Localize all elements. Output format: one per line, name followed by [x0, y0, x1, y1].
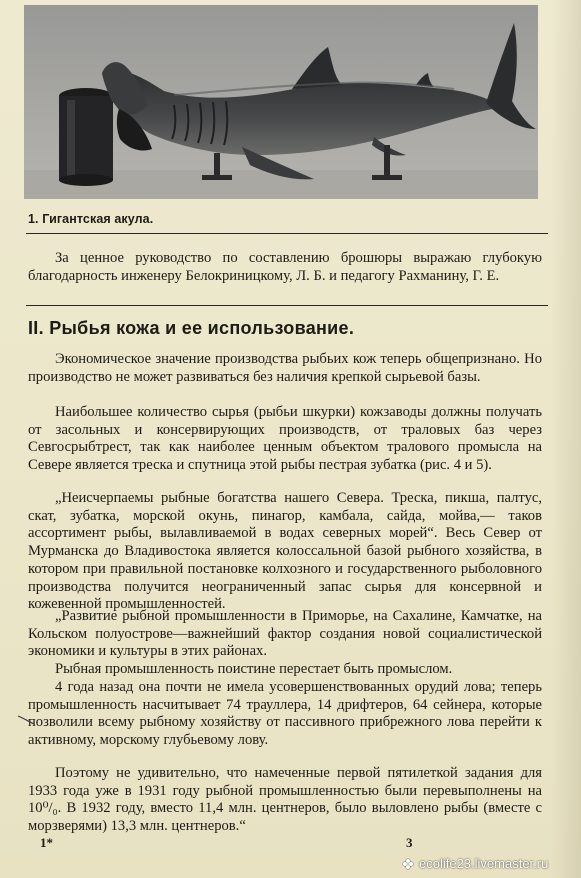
- paragraph-4: „Развитие рыбной промышленности в Приморье, на Сахалине, Камчатке, на Кольском полуострове—важнейший фактор создания новой социалистической экономики и культуры в этих районах.: [28, 608, 542, 660]
- paragraph-1: Экономическое значение производства рыбьих кож теперь общепризнано. Но производство не может развиваться без наличия крепкой сырьевой базы.: [28, 351, 542, 385]
- section-rule: [26, 305, 548, 306]
- paragraph-6: 4 года назад она почти не имела усовершенствованных орудий лова; теперь промышленность насчитывает 74 трауллера, 14 дрифтеров, 64 сейнера, которые позволили всему рыбному хозяйству от пассивного прибрежного лова перейти к активному, морскому глубьевому лову.: [28, 679, 542, 749]
- basking-shark-illustration: [24, 5, 538, 199]
- shark-photo: [24, 5, 538, 199]
- acknowledgement-text: За ценное руководство по составлению брошюры выражаю глубокую благодарность инженеру Белокриницкому, Л. Б. и педагогу Рахманину, Г. Е.: [28, 250, 542, 284]
- caption-rule: [26, 233, 548, 234]
- pencil-mark-icon: [17, 714, 35, 726]
- paragraph-3: „Неисчерпаемы рыбные богатства нашего Севера. Треска, пикша, палтус, скат, зубатка, морской окунь, пинагор, камбала, сайда, мойва,— таков ассортимент рыбы, вылавливаемой в водах северных морей“. Весь Север от Мурманска до Владивостока является колоссальной базой рыбного хозяйства, в котором при правильной постановке колхозного и государственного рыболовного производства получится неограниченный запас сырья для консервной и кожевенной промышленностей.: [28, 490, 542, 613]
- watermark: [402, 856, 548, 871]
- section-heading: II. Рыбья кожа и ее использование.: [28, 318, 355, 338]
- paragraph-7: Поэтому не удивительно, что намеченные первой пятилеткой задания для 1933 года уже в 1931 году рыбной промышленностью были перевыполнены на 10⁰/₀. В 1932 году, вместо 11,4 млн. центнеров, было выловлено рыбы (вместе с морзверями) 13,3 млн. центнеров.“: [28, 765, 542, 835]
- watermark-text: ecolife23.livemaster.ru: [419, 856, 549, 871]
- page-number: 3: [406, 835, 413, 850]
- signature-mark: 1*: [40, 835, 53, 850]
- paragraph-5: Рыбная промышленность поистине перестает быть промыслом.: [55, 661, 453, 677]
- flower-icon: [402, 858, 414, 870]
- paragraph-2: Наибольшее количество сырья (рыбьи шкурки) кожзаводы должны получать от засольных и консервирующих производств, от траловых баз через Севгосрыбтрест, так как наиболее ценным объектом тралового промысла на Севере является треска и спутница этой рыбы пестрая зубатка (рис. 4 и 5).: [28, 404, 542, 474]
- page-edge-shadow: [551, 0, 581, 878]
- figure-caption: 1. Гигантская акула.: [28, 212, 154, 226]
